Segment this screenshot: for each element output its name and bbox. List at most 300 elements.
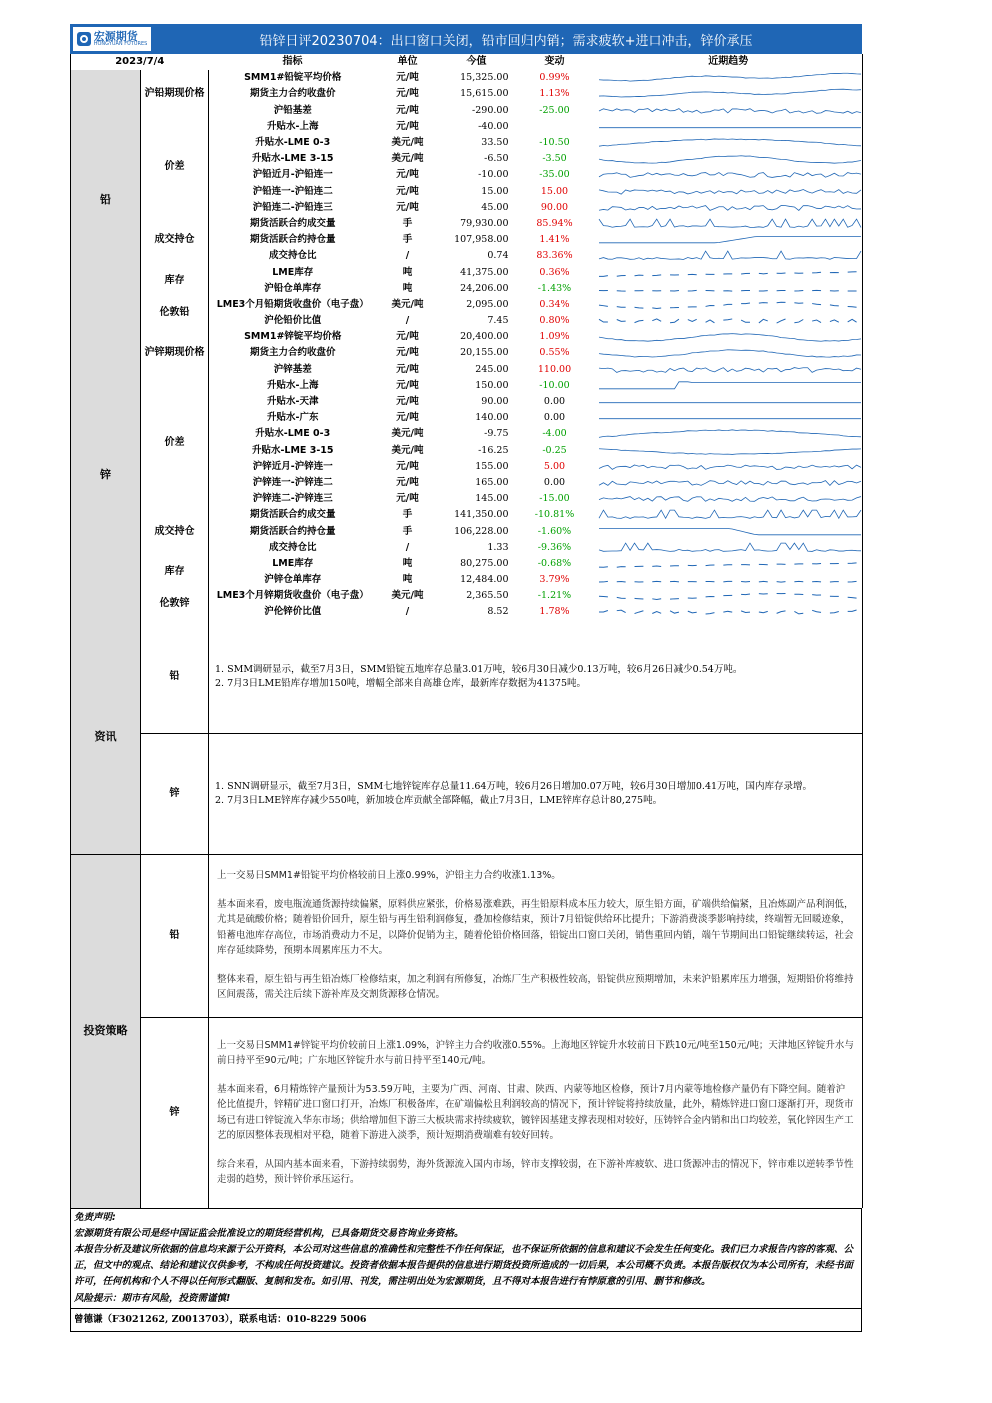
today-value: 107,958.00 bbox=[454, 234, 509, 246]
today-value: 33.50 bbox=[481, 137, 509, 149]
today-value: 41,375.00 bbox=[460, 266, 509, 278]
group-label: 价差 bbox=[141, 378, 209, 508]
trend-line bbox=[599, 108, 861, 113]
table-header-row bbox=[71, 54, 863, 70]
trend-line-segment bbox=[705, 320, 714, 323]
table-row bbox=[71, 119, 863, 135]
trend-line-segment bbox=[847, 582, 856, 583]
contact-footer: 曾德谦（F3021262, Z0013703），联系电话：010-8229 5006 bbox=[70, 1309, 862, 1332]
trend-cell bbox=[595, 410, 863, 426]
news-table bbox=[70, 621, 863, 855]
today-value: 20,400.00 bbox=[460, 331, 509, 343]
trend-sparkline bbox=[595, 427, 863, 441]
logo-name: 宏源期货 bbox=[93, 30, 138, 43]
trend-line-segment bbox=[794, 290, 803, 291]
trend-line-segment bbox=[634, 611, 643, 614]
trend-cell bbox=[595, 540, 863, 556]
trend-line-segment bbox=[616, 275, 625, 276]
trend-line-segment bbox=[652, 308, 661, 309]
today-value: 140.00 bbox=[475, 412, 509, 424]
trend-line-segment bbox=[616, 598, 625, 599]
unit-cell: 元/吨 bbox=[396, 379, 419, 391]
strategy-zinc-para-1: 上一交易日SMM1#锌锭平均价较前日上涨1.09%，沪锌主力合约收涨0.55%。上海地区锌锭升水较前日下跌10元/吨至150元/吨；天津地区锌锭升水与前日持平至90元/吨；广东地区锌锭升水与前日持平至140元/吨。 bbox=[217, 1039, 854, 1067]
today-value: 8.52 bbox=[487, 606, 509, 618]
unit-cell: 元/吨 bbox=[396, 185, 419, 197]
strategy-zinc-label: 锌 bbox=[141, 1017, 209, 1208]
today-value: 106,228.00 bbox=[454, 525, 509, 537]
disclaimer-line-2: 本报告分析及建议所依据的信息均来源于公开资料，本公司对这些信息的准确性和完整性不作任何保证，也不保证所依据的信息和建议不会发生任何变化。我们已力求报告内容的客观、公正，但文中的观点、结论和建议仅供参考，不构成任何投资建议。投资者依据本报告提供的信息进行期货投资所造成的一切后果，本公司概不负责。本报告版权仅为本公司所有，未经书面许可，任何机构和个人不得以任何形式翻版、复制和发布。如引用、刊发，需注明出处为宏源期货，且不得对本报告进行有悖原意的引用、删节和修改。 bbox=[74, 1243, 854, 1288]
news-zinc-line-2: 2. 7月3日LME锌库存减少550吨，新加坡仓库贡献全部降幅，截止7月3日，LME锌库存总计80,275吨。 bbox=[215, 794, 663, 806]
trend-line-segment bbox=[616, 582, 625, 583]
trend-cell bbox=[595, 378, 863, 394]
strategy-zinc-para-2: 基本面来看，6月精炼锌产量预计为53.59万吨，主要为广西、河南、甘肃、陕西、内蒙等地区检修，预计7月内蒙等地检修产量仍有下降空间。随着沪伦比值提升，锌精矿进口窗口打开，冶炼厂积极备库，在矿端偏松且利润较高的情况下，预计锌锭将持续放量，此外，精炼锌进口窗口逐渐打开，现货市场已有进口锌锭流入华东市场；供给增加但下游三大板块需求持续疲软，镀锌因基建支撑表现相对较好，压铸锌合金内销和出口均较差，氧化锌因生产工艺的原因整体表现相对平稳，随着下游进入淡季，预计短期消费端难有较好回转。 bbox=[217, 1083, 854, 1142]
company-logo bbox=[73, 27, 151, 51]
trend-line-segment bbox=[634, 307, 643, 308]
trend-line-segment bbox=[812, 303, 821, 304]
trend-sparkline bbox=[595, 605, 863, 619]
indicator-name: 升贴水-上海 bbox=[267, 379, 319, 391]
unit-cell: 元/吨 bbox=[396, 363, 419, 375]
trend-line bbox=[599, 430, 861, 438]
trend-line-segment bbox=[794, 320, 803, 323]
indicator-name: 期货活跃合约持仓量 bbox=[249, 234, 336, 246]
trend-cell bbox=[595, 248, 863, 264]
trend-line bbox=[599, 156, 861, 163]
today-value: 145.00 bbox=[475, 493, 509, 505]
trend-line-segment bbox=[670, 319, 679, 323]
trend-line bbox=[599, 510, 861, 518]
change-value: -10.50 bbox=[539, 137, 570, 149]
trend-line-segment bbox=[599, 582, 608, 583]
today-value: 15,325.00 bbox=[460, 72, 509, 84]
trend-line-segment bbox=[670, 290, 679, 291]
unit-cell: 美元/吨 bbox=[391, 444, 424, 456]
trend-cell bbox=[595, 556, 863, 572]
disclaimer-heading: 免责声明: bbox=[74, 1211, 116, 1223]
trend-line-segment bbox=[723, 612, 732, 613]
unit-cell: 美元/吨 bbox=[391, 137, 424, 149]
trend-cell bbox=[595, 135, 863, 151]
trend-cell bbox=[595, 426, 863, 442]
today-value: 150.00 bbox=[475, 379, 509, 391]
unit-cell: / bbox=[405, 541, 410, 553]
trend-line-segment bbox=[758, 612, 767, 613]
trend-cell bbox=[595, 507, 863, 523]
change-value: -1.21% bbox=[537, 590, 572, 602]
disclaimer-risk: 风险提示：期市有风险，投资需谨慎! bbox=[74, 1292, 231, 1304]
trend-line-segment bbox=[812, 611, 821, 613]
unit-cell: 美元/吨 bbox=[391, 298, 424, 310]
table-row bbox=[71, 588, 863, 604]
indicator-name: 沪锌连二-沪锌连三 bbox=[252, 493, 333, 505]
change-value: -25.00 bbox=[539, 104, 570, 116]
logo-english: HONGYUAN FUTURES bbox=[93, 41, 148, 47]
indicator-name: LME3个月铅期货收盘价（电子盘） bbox=[216, 298, 369, 310]
change-value: -10.00 bbox=[539, 379, 570, 391]
trend-sparkline bbox=[595, 525, 863, 539]
indicator-name: 升贴水-LME 0-3 bbox=[255, 428, 331, 440]
unit-cell: / bbox=[405, 315, 410, 327]
trend-cell bbox=[595, 216, 863, 232]
trend-sparkline bbox=[595, 233, 863, 247]
trend-line-segment bbox=[634, 599, 643, 600]
trend-cell bbox=[595, 491, 863, 507]
trend-sparkline bbox=[595, 411, 863, 425]
trend-line-segment bbox=[812, 595, 821, 596]
trend-line bbox=[599, 543, 861, 551]
col-today: 今值 bbox=[466, 56, 487, 68]
trend-line-segment bbox=[599, 319, 608, 322]
trend-line bbox=[599, 237, 861, 243]
trend-cell bbox=[595, 86, 863, 102]
trend-line bbox=[599, 173, 861, 178]
today-value: -6.50 bbox=[484, 153, 509, 165]
col-indicator: 指标 bbox=[282, 56, 303, 68]
unit-cell: / bbox=[405, 250, 410, 262]
trend-line-segment bbox=[705, 565, 714, 566]
indicator-name: 期货活跃合约持仓量 bbox=[249, 525, 336, 537]
news-lead-line-1: 1. SMM调研显示，截至7月3日，SMM铅锭五地库存总量3.01万吨，较6月30日减少0.13万吨，较6月26日减少0.54万吨。 bbox=[215, 663, 743, 675]
unit-cell: 美元/吨 bbox=[391, 153, 424, 165]
trend-line bbox=[599, 528, 861, 534]
change-value: 3.79% bbox=[539, 574, 570, 586]
trend-cell bbox=[595, 151, 863, 167]
group-label: 成交持仓 bbox=[141, 216, 209, 265]
trend-sparkline bbox=[595, 395, 863, 409]
today-value: -16.25 bbox=[478, 444, 509, 456]
trend-line bbox=[599, 205, 861, 210]
disclaimer bbox=[70, 1208, 862, 1309]
today-value: 79,930.00 bbox=[460, 217, 509, 229]
trend-line-segment bbox=[741, 320, 750, 322]
unit-cell: 元/吨 bbox=[396, 412, 419, 424]
indicator-name: 沪锌基差 bbox=[273, 363, 312, 375]
group-label: 伦敦锌 bbox=[141, 588, 209, 620]
logo-mark-icon bbox=[77, 32, 91, 46]
trend-line-segment bbox=[616, 307, 625, 308]
trend-line-segment bbox=[687, 290, 696, 291]
group-label: 库存 bbox=[141, 556, 209, 588]
change-value: 110.00 bbox=[537, 363, 572, 375]
trend-cell bbox=[595, 232, 863, 248]
news-zinc-line-1: 1. SNN调研显示，截至7月3日，SMM七地锌锭库存总量11.64万吨，较6月26日增加0.07万吨，较6月30日增加0.41万吨，国内库存录增。 bbox=[215, 780, 813, 792]
trend-cell bbox=[595, 297, 863, 313]
trend-sparkline bbox=[595, 282, 863, 296]
today-value: 80,275.00 bbox=[460, 557, 509, 569]
trend-line bbox=[599, 189, 861, 194]
trend-sparkline bbox=[595, 314, 863, 328]
trend-cell bbox=[595, 184, 863, 200]
indicator-name: 期货主力合约收盘价 bbox=[249, 347, 336, 359]
trend-line bbox=[599, 367, 861, 372]
trend-sparkline bbox=[595, 379, 863, 393]
today-value: 1.33 bbox=[487, 541, 509, 553]
change-value: 1.41% bbox=[539, 234, 570, 246]
trend-line-segment bbox=[599, 275, 608, 276]
report-title: 铅锌日评20230704：出口窗口关闭，铅市回归内销；需求疲软+进口冲击，锌价承压 bbox=[259, 33, 753, 49]
unit-cell: 元/吨 bbox=[396, 104, 419, 116]
trend-line-segment bbox=[829, 320, 838, 322]
strategy-table bbox=[70, 855, 863, 1208]
change-value: 0.00 bbox=[543, 396, 566, 408]
unit-cell: 元/吨 bbox=[396, 88, 419, 100]
news-section-label: 资讯 bbox=[71, 621, 141, 855]
trend-cell bbox=[595, 200, 863, 216]
unit-cell: 元/吨 bbox=[396, 460, 419, 472]
change-value: 5.00 bbox=[543, 460, 566, 472]
trend-line-segment bbox=[705, 613, 714, 614]
unit-cell: 美元/吨 bbox=[391, 428, 424, 440]
change-value: 1.78% bbox=[539, 606, 570, 618]
trend-line-segment bbox=[758, 303, 767, 304]
report-page bbox=[70, 24, 862, 1332]
trend-line-segment bbox=[847, 306, 856, 307]
trend-sparkline bbox=[595, 363, 863, 377]
unit-cell: 吨 bbox=[402, 574, 413, 586]
trend-line-segment bbox=[652, 566, 661, 567]
indicator-name: SMM1#铅锭平均价格 bbox=[244, 72, 342, 84]
strategy-lead-para-3: 整体来看，原生铅与再生铅冶炼厂检修结束，加之利润有所修复，冶炼厂生产积极性较高，铅锭供应预期增加，未来沪铅累库压力增强，短期铅价将维持区间震荡，需关注后续下游补库及交割货源移仓情况。 bbox=[217, 973, 854, 1001]
change-value: 0.36% bbox=[539, 266, 570, 278]
trend-line-segment bbox=[670, 599, 679, 600]
trend-cell bbox=[595, 345, 863, 361]
trend-sparkline bbox=[595, 201, 863, 215]
change-value: -0.25 bbox=[542, 444, 567, 456]
change-value: 1.13% bbox=[539, 88, 570, 100]
trend-line-segment bbox=[652, 319, 661, 321]
indicator-table bbox=[70, 54, 863, 621]
indicator-name: 期货活跃合约成交量 bbox=[249, 509, 336, 521]
trend-line-segment bbox=[847, 597, 856, 598]
unit-cell: 手 bbox=[402, 234, 413, 246]
trend-cell bbox=[595, 394, 863, 410]
today-value: 155.00 bbox=[475, 460, 509, 472]
table-row bbox=[71, 329, 863, 345]
trend-sparkline bbox=[595, 266, 863, 280]
trend-sparkline bbox=[595, 589, 863, 603]
today-value: 7.45 bbox=[487, 315, 509, 327]
trend-line-segment bbox=[599, 597, 608, 598]
trend-sparkline bbox=[595, 557, 863, 571]
col-change: 变动 bbox=[544, 56, 565, 68]
indicator-name: LME库存 bbox=[272, 266, 314, 278]
trend-line bbox=[599, 481, 861, 486]
change-value: 0.00 bbox=[543, 476, 566, 488]
change-value: -3.50 bbox=[542, 153, 567, 165]
unit-cell: 手 bbox=[402, 217, 413, 229]
trend-sparkline bbox=[595, 185, 863, 199]
table-row bbox=[71, 297, 863, 313]
trend-line-segment bbox=[705, 305, 714, 306]
today-value: 2,365.50 bbox=[466, 590, 509, 602]
trend-sparkline bbox=[595, 476, 863, 490]
today-value: 141,350.00 bbox=[454, 509, 509, 521]
table-row bbox=[71, 216, 863, 232]
news-lead-content bbox=[209, 621, 863, 734]
table-row bbox=[71, 378, 863, 394]
strategy-lead-label: 铅 bbox=[141, 855, 209, 1018]
indicator-name: 沪铅仓单库存 bbox=[264, 282, 322, 294]
trend-line-segment bbox=[741, 303, 750, 304]
indicator-name: 成交持仓比 bbox=[268, 250, 317, 262]
news-lead-label: 铅 bbox=[141, 621, 209, 734]
indicator-name: LME库存 bbox=[272, 557, 314, 569]
trend-sparkline bbox=[595, 508, 863, 522]
indicator-name: 沪锌连一-沪锌连二 bbox=[252, 476, 333, 488]
indicator-name: LME3个月锌期货收盘价（电子盘） bbox=[216, 590, 369, 602]
change-value bbox=[515, 119, 595, 135]
change-value: -1.60% bbox=[537, 525, 572, 537]
table-row bbox=[71, 264, 863, 280]
trend-cell bbox=[595, 475, 863, 491]
trend-cell bbox=[595, 523, 863, 539]
trend-line bbox=[599, 334, 861, 342]
change-value: -9.36% bbox=[537, 541, 572, 553]
indicator-name: 升贴水-LME 3-15 bbox=[251, 444, 334, 456]
trend-line-segment bbox=[812, 272, 821, 273]
change-value: 0.00 bbox=[543, 412, 566, 424]
trend-sparkline bbox=[595, 152, 863, 166]
report-date: 2023/7/4 bbox=[71, 54, 209, 70]
trend-line bbox=[599, 497, 861, 502]
group-label: 沪锌期现价格 bbox=[141, 329, 209, 378]
trend-line bbox=[599, 74, 861, 82]
change-value: -10.81% bbox=[534, 509, 575, 521]
change-value: 85.94% bbox=[536, 217, 573, 229]
indicator-name: 沪铅连一-沪铅连二 bbox=[252, 185, 333, 197]
unit-cell: 元/吨 bbox=[396, 396, 419, 408]
group-label: 伦敦铅 bbox=[141, 297, 209, 329]
trend-sparkline bbox=[595, 168, 863, 182]
news-zinc-label: 锌 bbox=[141, 733, 209, 854]
trend-cell bbox=[595, 443, 863, 459]
strategy-lead-content bbox=[209, 855, 863, 1018]
unit-cell: 元/吨 bbox=[396, 201, 419, 213]
trend-line-segment bbox=[670, 581, 679, 582]
unit-cell: 吨 bbox=[402, 557, 413, 569]
change-value: -1.43% bbox=[537, 282, 572, 294]
change-value: -4.00 bbox=[542, 428, 567, 440]
trend-cell bbox=[595, 362, 863, 378]
group-label: 库存 bbox=[141, 264, 209, 296]
trend-cell bbox=[595, 588, 863, 604]
trend-line bbox=[599, 350, 861, 357]
trend-line-segment bbox=[758, 319, 767, 323]
indicator-name: 成交持仓比 bbox=[268, 541, 317, 553]
trend-line-segment bbox=[847, 610, 856, 611]
table-row bbox=[71, 556, 863, 572]
trend-line bbox=[599, 90, 861, 98]
change-value: 90.00 bbox=[540, 201, 569, 213]
trend-line-segment bbox=[616, 567, 625, 568]
strategy-lead-para-1: 上一交易日SMM1#铅锭平均价格较前日上涨0.99%，沪铅主力合约收涨1.13%。 bbox=[217, 870, 561, 882]
today-value: 0.74 bbox=[487, 250, 509, 262]
today-value: 20,155.00 bbox=[460, 347, 509, 359]
today-value: -290.00 bbox=[472, 104, 509, 116]
today-value: 245.00 bbox=[475, 363, 509, 375]
change-value: -0.68% bbox=[537, 557, 572, 569]
change-value: -15.00 bbox=[539, 493, 570, 505]
change-value: 83.36% bbox=[536, 250, 573, 262]
unit-cell: 元/吨 bbox=[396, 72, 419, 84]
unit-cell: 手 bbox=[402, 525, 413, 537]
indicator-name: 沪伦铅价比值 bbox=[264, 315, 322, 327]
trend-line-segment bbox=[599, 305, 608, 306]
today-value: -40.00 bbox=[478, 120, 509, 132]
today-value: 24,206.00 bbox=[460, 282, 509, 294]
strategy-zinc-para-3: 综合来看，从国内基本面来看，下游持续弱势，海外货源流入国内市场，锌市支撑较弱，在下游补库疲软、进口货源冲击的情况下，锌市难以逆转季节性走弱的趋势，预计锌价承压运行。 bbox=[217, 1158, 854, 1186]
indicator-name: 升贴水-天津 bbox=[267, 396, 319, 408]
trend-cell bbox=[595, 103, 863, 119]
trend-line-segment bbox=[794, 303, 803, 304]
trend-cell bbox=[595, 167, 863, 183]
unit-cell: 元/吨 bbox=[396, 493, 419, 505]
trend-line-segment bbox=[687, 612, 696, 614]
trend-line-segment bbox=[634, 321, 643, 323]
trend-line-segment bbox=[776, 611, 785, 613]
col-trend: 近期趋势 bbox=[595, 54, 863, 70]
trend-cell bbox=[595, 604, 863, 620]
trend-line-segment bbox=[741, 594, 750, 595]
trend-sparkline bbox=[595, 541, 863, 555]
news-lead-line-2: 2. 7月3日LME铅库存增加150吨，增幅全部来自高雄仓库，最新库存数据为41375吨。 bbox=[215, 677, 586, 689]
trend-line-segment bbox=[616, 611, 625, 613]
trend-sparkline bbox=[595, 444, 863, 458]
col-unit: 单位 bbox=[397, 56, 418, 68]
zinc-section-label: 锌 bbox=[71, 329, 141, 620]
today-value: 15.00 bbox=[481, 185, 509, 197]
unit-cell: 元/吨 bbox=[396, 120, 419, 132]
strategy-lead-para-2: 基本面来看，废电瓶流通货源持续偏紧，原料供应紧张，价格易涨难跌，再生铅原料成本压力较大，原生铅方面，矿端供给偏紧，且冶炼副产品利润低，尤其是硫酸价格；随着铅价回升，原生铅与再生铅利润修复，叠加检修结束，预计7月铅锭供给环比提升；下游消费淡季影响持续，终端暂无回暖迹象，铅蓄电池库存高位，市场消费动力不足，以降价促销为主，随着伦铅价格回落，铅锭出口窗口关闭，销售重回内销，端午节期间出口铅锭继续转运，社会库存延续降势，预期本周累库压力不大。 bbox=[217, 898, 854, 957]
today-value: -10.00 bbox=[478, 169, 509, 181]
trend-line-segment bbox=[812, 320, 821, 323]
today-value: 15,615.00 bbox=[460, 88, 509, 100]
indicator-name: 升贴水-LME 3-15 bbox=[251, 153, 334, 165]
indicator-name: 沪铅基差 bbox=[273, 104, 312, 116]
change-value: 0.34% bbox=[539, 298, 570, 310]
today-value: 2,095.00 bbox=[466, 298, 509, 310]
trend-line-segment bbox=[829, 305, 838, 306]
trend-sparkline bbox=[595, 120, 863, 134]
trend-line bbox=[599, 219, 861, 227]
trend-sparkline bbox=[595, 217, 863, 231]
trend-line bbox=[599, 139, 861, 146]
today-value: 165.00 bbox=[475, 476, 509, 488]
today-value: 12,484.00 bbox=[460, 574, 509, 586]
trend-line-segment bbox=[723, 304, 732, 305]
trend-line bbox=[599, 448, 861, 454]
trend-sparkline bbox=[595, 136, 863, 150]
trend-line-segment bbox=[687, 319, 696, 321]
unit-cell: 元/吨 bbox=[396, 476, 419, 488]
trend-line-segment bbox=[776, 319, 785, 323]
report-header bbox=[70, 24, 862, 54]
trend-line-segment bbox=[670, 611, 679, 613]
trend-sparkline bbox=[595, 298, 863, 312]
trend-line bbox=[599, 251, 861, 259]
indicator-name: 期货活跃合约成交量 bbox=[249, 217, 336, 229]
change-value: 15.00 bbox=[540, 185, 569, 197]
indicator-name: 沪锌仓单库存 bbox=[264, 574, 322, 586]
trend-sparkline bbox=[595, 330, 863, 344]
trend-line-segment bbox=[829, 612, 838, 614]
trend-line-segment bbox=[634, 275, 643, 276]
trend-line bbox=[599, 382, 861, 389]
trend-sparkline bbox=[595, 346, 863, 360]
unit-cell: 元/吨 bbox=[396, 347, 419, 359]
trend-sparkline bbox=[595, 460, 863, 474]
trend-line-segment bbox=[741, 273, 750, 274]
